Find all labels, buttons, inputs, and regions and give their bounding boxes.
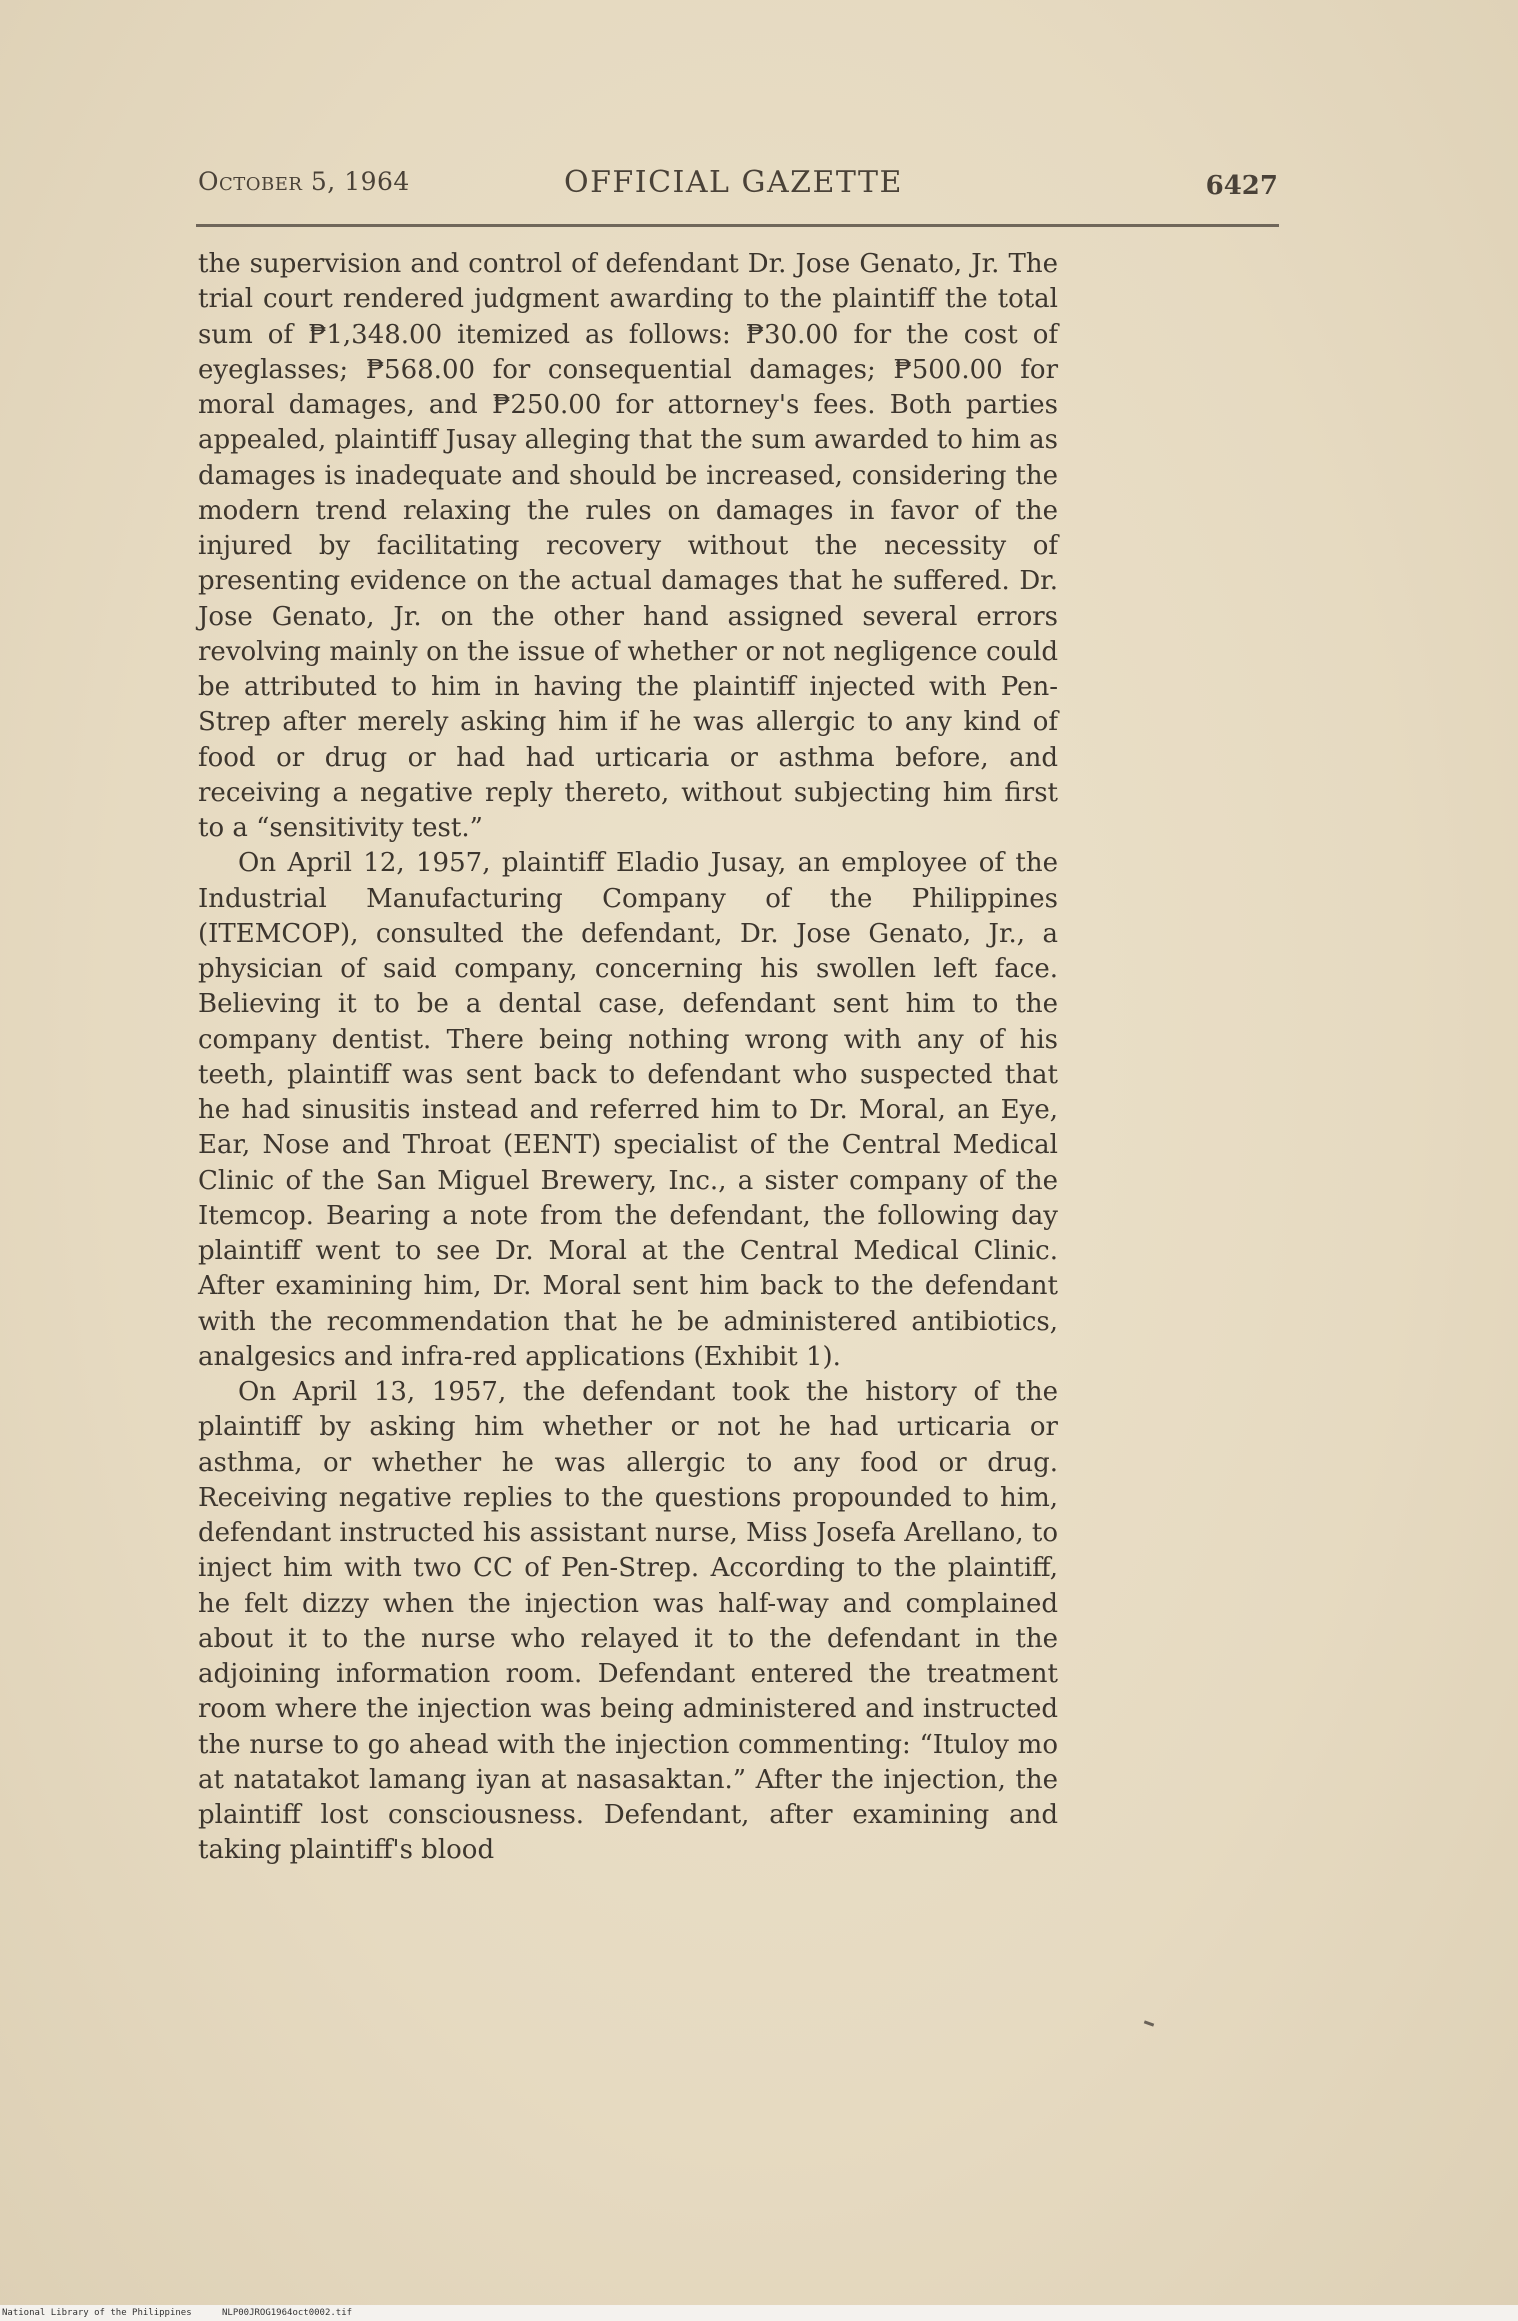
header-rule bbox=[196, 224, 1279, 227]
stray-mark bbox=[1144, 2020, 1154, 2026]
footer-file: NLP00JROG1964oct0002.tif bbox=[222, 2308, 353, 2318]
header-date: October 5, 1964 bbox=[198, 167, 410, 196]
paragraph-3: On April 13, 1957, the defendant took the history of the plaintiff by asking him whether or not he had urticaria or asthma, or whether he was allergic to any food or drug. Receiving negative replies to the questions propounded to him, defendant instructed his assistant nurse, Miss Josefa Arellano, to inject him with two CC of Pen-Strep. According to the plaintiff, he felt dizzy when the injection was half-way and complained about it to the nurse who relayed it to the defendant in the adjoining information room. Defendant entered the treatment room where the injection was being administered and instructed the nurse to go ahead with the injection commenting: “Ituloy mo at natatakot lamang iyan at nasasaktan.” After the injection, the plaintiff lost consciousness. Defendant, after examining and taking plaintiff's blood bbox=[198, 1377, 1058, 1866]
page-header bbox=[198, 165, 1278, 205]
footer-source: National Library of the Philippines bbox=[2, 2308, 192, 2318]
paragraph-1: the supervision and control of defendant Dr. Jose Genato, Jr. The trial court rendered judgment awarding to the plaintiff the total sum of ₱1,348.00 itemized as follows: ₱30.00 for the cost of eyeglasses; ₱568.00 for consequential damages; ₱500.00 for moral damages, and ₱250.00 for attorney's fees. Both parties appealed, plaintiff Jusay alleging that the sum awarded to him as damages is inadequate and should be increased, considering the modern trend relaxing the rules on damages in favor of the injured by facilitating recovery without the necessity of presenting evidence on the actual damages that he suffered. Dr. Jose Genato, Jr. on the other hand assigned several errors revolving mainly on the issue of whether or not negligence could be attributed to him in having the plaintiff injected with Pen-Strep after merely asking him if he was allergic to any kind of food or drug or had had urticaria or asthma before, and receiving a negative reply thereto, without subjecting him first to a “sensitivity test.” bbox=[198, 249, 1058, 843]
header-page-number: 6427 bbox=[1205, 171, 1278, 201]
article-body bbox=[198, 247, 1058, 1869]
scan-footer bbox=[0, 2305, 1518, 2321]
header-title: OFFICIAL GAZETTE bbox=[564, 165, 903, 200]
paragraph-2: On April 12, 1957, plaintiff Eladio Jusay, an employee of the Industrial Manufacturing Company of the Philippines (ITEMCOP), consulted the defendant, Dr. Jose Genato, Jr., a physician of said company, concerning his swollen left face. Believing it to be a dental case, defendant sent him to the company dentist. There being nothing wrong with any of his teeth, plaintiff was sent back to defendant who suspected that he had sinusitis instead and referred him to Dr. Moral, an Eye, Ear, Nose and Throat (EENT) specialist of the Central Medical Clinic of the San Miguel Brewery, Inc., a sister company of the Itemcop. Bearing a note from the defendant, the following day plaintiff went to see Dr. Moral at the Central Medical Clinic. After examining him, Dr. Moral sent him back to the defendant with the recommendation that he be administered antibiotics, analgesics and infra-red applications (Exhibit 1). bbox=[198, 848, 1058, 1372]
